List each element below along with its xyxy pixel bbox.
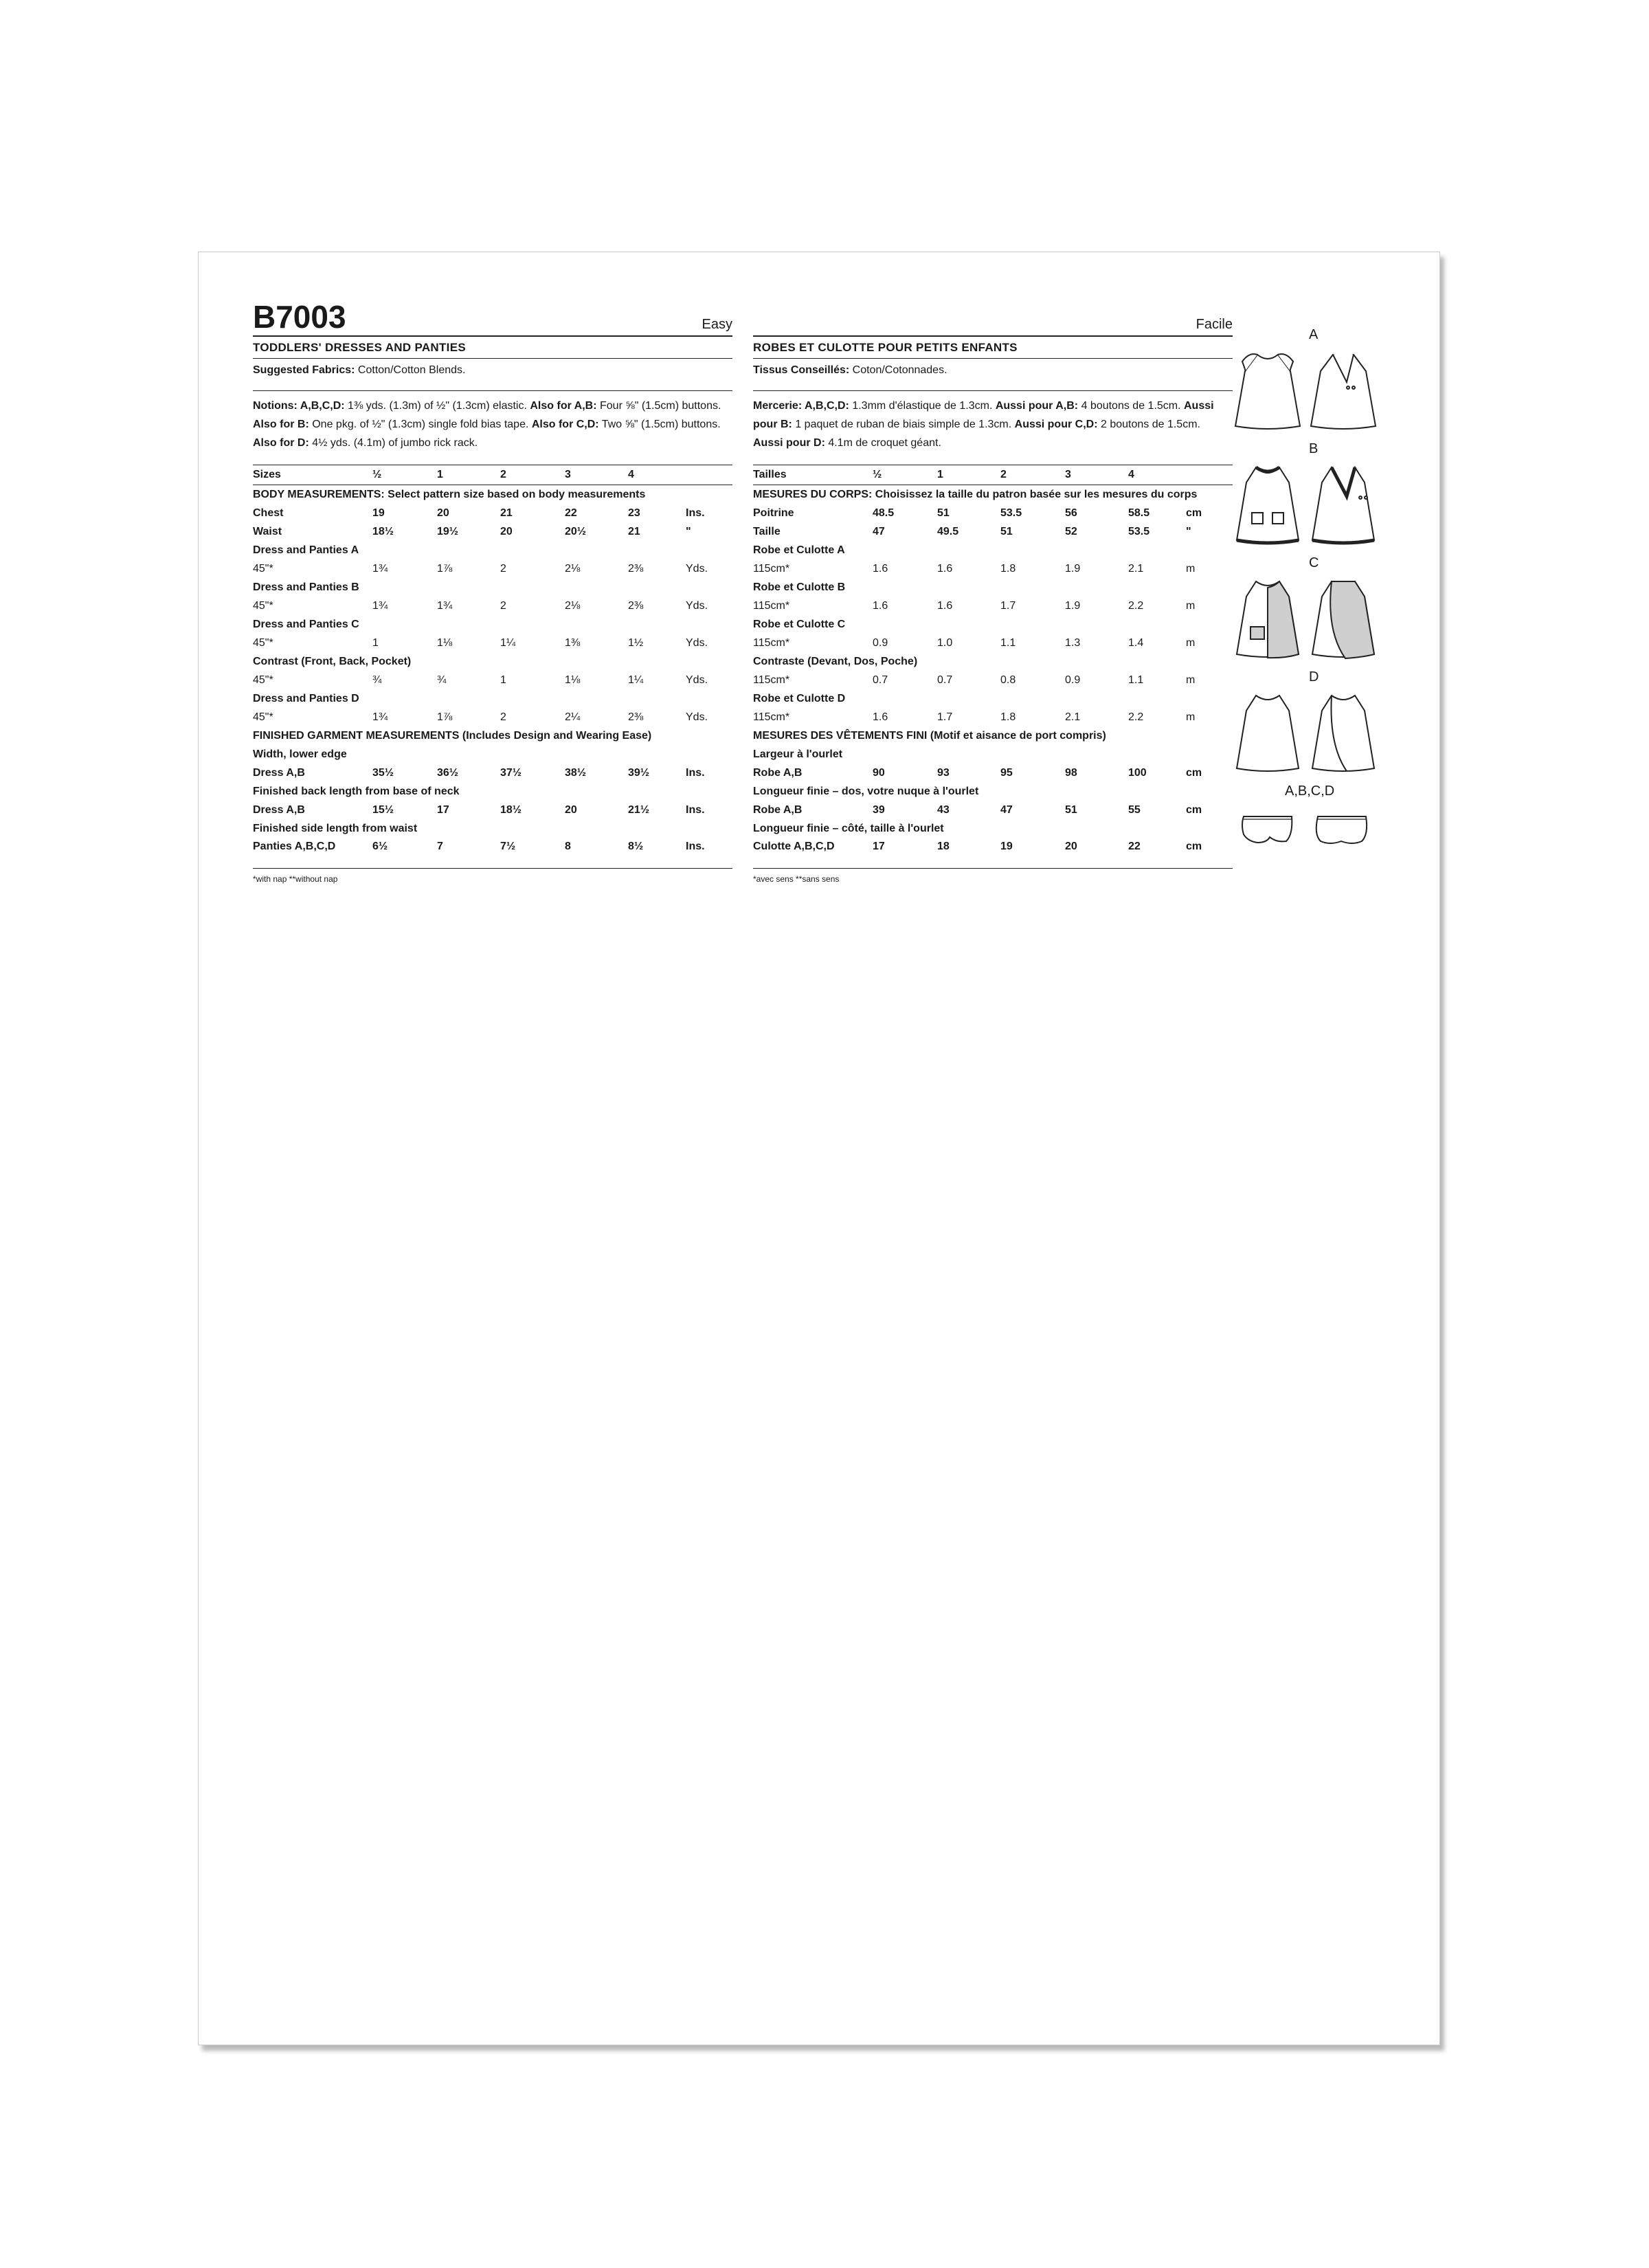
table-row [753,726,1233,745]
table-cell: 95 [1000,766,1013,779]
table-cell: 1¼ [628,674,644,686]
table-cell: Yds. [686,599,708,612]
view-label-d: D [1309,669,1319,685]
table-cell: 45"* [253,562,273,575]
table-cell: 23 [628,507,640,519]
table-cell: 2 [500,465,565,485]
notion-text: One pkg. of ½" (1.3cm) single fold bias tape. [309,419,532,430]
table-cell: 2 [500,562,506,575]
measurement-table-fr [753,465,1233,869]
table-cell: 51 [1065,803,1077,816]
table-cell: 115cm* [753,599,790,612]
table-cell: 1¾ [372,599,388,612]
table-cell: 115cm* [753,562,790,575]
table-cell: 2.1 [1128,562,1144,575]
table-cell: 21½ [628,803,650,816]
difficulty-level-en: Easy [702,317,732,332]
table-cell: 18½ [372,525,394,537]
view-label-b: B [1309,441,1319,456]
view-b [1237,441,1395,555]
table-cell: Dress A,B [253,766,305,779]
table-cell: Ins. [686,507,705,519]
table-cell: Dress and Panties C [253,618,359,630]
table-cell: Width, lower edge [253,748,347,760]
table-cell: 56 [1065,507,1077,519]
table-cell: 45"* [253,636,273,649]
table-cell: 100 [1128,766,1147,779]
table-cell: 7 [437,838,500,869]
table-cell: Dress A,B [253,803,305,816]
table-cell: Robe et Culotte B [753,581,846,593]
table-cell: Yds. [686,674,708,686]
table-row [253,838,732,869]
table-cell: 53.5 [1000,507,1022,519]
notion-text: 4.1m de croquet géant. [824,437,941,449]
table-row [253,708,732,726]
table-cell: 39 [873,803,885,816]
table-cell: ½ [372,465,437,485]
table-cell: 7½ [500,838,565,869]
table-cell: Panties A,B,C,D [253,838,372,869]
table-cell: " [1186,525,1191,537]
table-cell: 0.7 [873,674,888,686]
table-cell: 39½ [628,766,650,779]
panties-illustration [1237,807,1388,862]
notion-label: Also for B: [253,419,309,430]
table-cell: 8 [565,838,628,869]
table-cell: 47 [873,525,885,537]
table-cell: 1.6 [937,599,953,612]
table-cell: 1.6 [873,599,888,612]
table-cell: 48.5 [873,507,895,519]
fabrics-en [253,359,732,391]
notions-en [253,391,732,465]
table-cell: 1⅛ [565,674,581,686]
table-cell: Robe et Culotte D [753,692,846,704]
table-row [253,522,732,541]
notion-text: 1⅜ yds. (1.3m) of ½" (1.3cm) elastic. [344,400,530,412]
view-illustrations [1237,327,1395,870]
notion-text: 4 boutons de 1.5cm. [1078,400,1184,412]
table-row [753,578,1233,597]
table-cell: 1⅞ [437,711,453,723]
table-row [753,559,1233,578]
table-cell: 43 [937,803,950,816]
table-cell: FINISHED GARMENT MEASUREMENTS (Includes Design and Wearing Ease) [253,729,652,742]
table-cell [1186,465,1233,485]
table-cell: ½ [873,465,937,485]
table-cell: Poitrine [753,507,794,519]
table-cell: 115cm* [753,711,790,723]
table-row [753,764,1233,782]
table-row [253,465,732,485]
table-cell: Finished side length from waist [253,822,418,834]
footnote-en: *with nap **without nap [253,874,338,884]
table-cell: 1.4 [1128,636,1144,649]
table-cell: Robe A,B [753,766,803,779]
measurement-table-en [253,465,732,869]
table-cell: 19½ [437,525,459,537]
table-cell: 1.6 [937,562,953,575]
table-row [253,634,732,652]
fabrics-fr [753,359,1233,391]
notion-text: Four ⅝" (1.5cm) buttons. [596,400,721,412]
table-cell: 2¼ [565,711,581,723]
notion-label: Also for C,D: [531,419,599,430]
table-cell: 2 [500,599,506,612]
table-cell: 1.1 [1000,636,1016,649]
table-row [253,597,732,615]
table-row [753,708,1233,726]
dress-c-illustration [1237,569,1388,665]
table-cell: 4 [628,465,686,485]
table-row [253,782,732,801]
notion-text: Two ⅝" (1.5cm) buttons. [598,419,721,430]
fabrics-label: Suggested Fabrics: [253,364,355,376]
table-cell: Longueur finie – dos, votre nuque à l'ourlet [753,785,979,797]
table-cell: 1¾ [437,599,453,612]
notion-label: Aussi pour D: [753,437,825,449]
fabrics-text: Coton/Cotonnades. [849,364,947,376]
table-cell: 22 [565,507,577,519]
table-cell: 2⅜ [628,711,644,723]
table-row [753,541,1233,559]
table-cell: 3 [1065,465,1128,485]
table-cell: 2.2 [1128,711,1144,723]
table-cell: 36½ [437,766,459,779]
table-cell: 1.0 [937,636,953,649]
table-cell: 18 [937,838,1000,869]
table-row [753,819,1233,838]
fabrics-label: Tissus Conseillés: [753,364,850,376]
table-cell: 3 [565,465,628,485]
notion-label: Aussi pour B: [753,400,1214,430]
table-cell: 18½ [500,803,522,816]
table-cell: 22 [1128,838,1186,869]
table-cell: 1.7 [937,711,953,723]
difficulty-level-fr: Facile [1196,317,1233,332]
table-cell: m [1186,599,1196,612]
table-row [753,801,1233,819]
table-cell: m [1186,562,1196,575]
table-cell: cm [1186,507,1202,519]
table-cell: 55 [1128,803,1141,816]
table-cell: Tailles [753,465,873,485]
table-cell: cm [1186,838,1233,869]
notion-label: Also for A,B: [530,400,597,412]
table-cell: 6½ [372,838,437,869]
table-row [753,782,1233,801]
table-cell: m [1186,711,1196,723]
table-cell: 1.1 [1128,674,1144,686]
table-cell: ¾ [437,674,447,686]
table-row [753,485,1233,504]
table-cell: Robe A,B [753,803,803,816]
table-cell: 1.6 [873,711,888,723]
notion-text: 1.3mm d'élastique de 1.3cm. [849,400,996,412]
table-cell: 21 [500,507,513,519]
table-cell: 35½ [372,766,394,779]
table-cell: 93 [937,766,950,779]
table-row [253,764,732,782]
view-panties [1237,783,1395,870]
table-cell: 1¼ [500,636,516,649]
table-cell: Ins. [686,803,705,816]
table-row [753,634,1233,652]
notion-label: Aussi pour A,B: [995,400,1079,412]
table-row [253,652,732,671]
table-cell: 0.9 [1065,674,1081,686]
notion-label: Aussi pour C,D: [1014,419,1098,430]
dress-a-illustration [1237,341,1388,437]
table-cell: 1.9 [1065,562,1081,575]
table-cell: 1.6 [873,562,888,575]
table-cell: 49.5 [937,525,959,537]
table-row [753,597,1233,615]
english-column [253,299,732,884]
table-cell: 1.8 [1000,711,1016,723]
fabrics-text: Cotton/Cotton Blends. [355,364,466,376]
table-cell: 45"* [253,599,273,612]
table-cell: 1.7 [1000,599,1016,612]
table-cell: m [1186,636,1196,649]
table-cell: Ins. [686,766,705,779]
table-cell: 2⅛ [565,599,581,612]
table-row [753,671,1233,689]
table-cell: 4 [1128,465,1186,485]
table-row [253,559,732,578]
notion-text: 4½ yds. (4.1m) of jumbo rick rack. [309,437,478,449]
table-cell: 90 [873,766,885,779]
notion-label: Mercerie: A,B,C,D: [753,400,849,412]
table-cell: 1½ [628,636,644,649]
table-cell: BODY MEASUREMENTS: Select pattern size based on body measurements [253,488,646,500]
table-cell: Yds. [686,562,708,575]
table-cell: Culotte A,B,C,D [753,838,873,869]
table-cell: Robe et Culotte C [753,618,846,630]
table-cell: 19 [372,507,385,519]
table-cell: 1 [500,674,506,686]
table-cell: cm [1186,803,1202,816]
view-c [1237,555,1395,669]
table-cell: 2.1 [1065,711,1081,723]
table-cell: 115cm* [753,674,790,686]
pattern-code: B7003 [253,299,346,335]
view-label-c: C [1309,555,1319,570]
table-cell: 17 [437,803,449,816]
table-cell: 0.7 [937,674,953,686]
table-cell: 20 [500,525,513,537]
table-cell: m [1186,674,1196,686]
table-row [253,801,732,819]
table-cell: 1⅞ [437,562,453,575]
table-cell: Contraste (Devant, Dos, Poche) [753,655,918,667]
table-cell: 1¾ [372,711,388,723]
table-cell: 1.3 [1065,636,1081,649]
table-cell: Yds. [686,711,708,723]
table-cell: 1⅛ [437,636,453,649]
table-cell: 45"* [253,711,273,723]
table-cell: 2.2 [1128,599,1144,612]
table-cell: " [686,525,691,537]
dress-d-illustration [1237,683,1388,779]
table-cell: Largeur à l'ourlet [753,748,843,760]
notion-label: Notions: A,B,C,D: [253,400,345,412]
table-row [253,504,732,522]
table-cell: 1 [372,636,379,649]
table-row [753,745,1233,764]
table-row [253,671,732,689]
table-row [253,726,732,745]
table-cell: 20 [1065,838,1128,869]
table-cell: Dress and Panties D [253,692,359,704]
table-cell: Dress and Panties B [253,581,359,593]
table-cell: cm [1186,766,1202,779]
table-row [753,465,1233,485]
table-cell: 98 [1065,766,1077,779]
table-cell: 1 [937,465,1000,485]
table-cell: 1⅜ [565,636,581,649]
table-cell: 20½ [565,525,587,537]
table-cell: 1.8 [1000,562,1016,575]
table-cell: Taille [753,525,781,537]
table-row [253,485,732,504]
table-cell: Finished back length from base of neck [253,785,460,797]
table-row [253,689,732,708]
table-cell: 2 [500,711,506,723]
table-cell: 20 [565,803,577,816]
table-cell: 53.5 [1128,525,1150,537]
pattern-title-fr: ROBES ET CULOTTE POUR PETITS ENFANTS [753,337,1233,359]
notion-text: 1 paquet de ruban de biais simple de 1.3cm. [792,419,1015,430]
notion-text: 2 boutons de 1.5cm. [1097,419,1200,430]
view-label-panties: A,B,C,D [1285,783,1335,799]
table-cell: 17 [873,838,937,869]
table-row [753,689,1233,708]
table-row [753,652,1233,671]
table-cell: Robe et Culotte A [753,544,845,556]
view-label-a: A [1309,327,1319,342]
table-row [253,819,732,838]
table-row [253,541,732,559]
table-cell: 1¾ [372,562,388,575]
notion-label: Also for D: [253,437,309,449]
table-cell: ¾ [372,674,382,686]
french-column [753,302,1233,884]
table-cell: 20 [437,507,449,519]
table-cell: 52 [1065,525,1077,537]
table-cell: Longueur finie – côté, taille à l'ourlet [753,822,944,834]
table-cell: 0.8 [1000,674,1016,686]
table-cell: 47 [1000,803,1013,816]
table-cell: 1 [437,465,500,485]
table-row [753,522,1233,541]
table-cell: 2 [1000,465,1065,485]
table-cell: Chest [253,507,284,519]
table-row [253,615,732,634]
table-cell: Waist [253,525,282,537]
table-row [253,578,732,597]
table-row [753,615,1233,634]
table-cell: 51 [1000,525,1013,537]
table-cell: 38½ [565,766,587,779]
view-a [1237,327,1395,441]
footnote-fr: *avec sens **sans sens [753,874,840,884]
table-cell: 19 [1000,838,1065,869]
header-en [253,299,732,337]
table-row [753,504,1233,522]
table-cell: 0.9 [873,636,888,649]
table-cell: 2⅜ [628,599,644,612]
table-cell: 8½ [628,838,686,869]
table-row [253,745,732,764]
table-cell: 115cm* [753,636,790,649]
dress-b-illustration [1237,455,1388,551]
header-fr [753,302,1233,337]
table-cell: Yds. [686,636,708,649]
table-cell: 1.9 [1065,599,1081,612]
table-cell: 2⅛ [565,562,581,575]
table-cell: Sizes [253,465,372,485]
table-cell: MESURES DES VÊTEMENTS FINI (Motif et aisance de port compris) [753,729,1106,742]
view-d [1237,669,1395,783]
table-cell: 37½ [500,766,522,779]
table-cell: 51 [937,507,950,519]
table-cell: Ins. [686,838,732,869]
pattern-title-en: TODDLERS' DRESSES AND PANTIES [253,337,732,359]
notions-fr [753,391,1233,465]
table-row [753,838,1233,869]
table-cell [686,465,732,485]
table-cell: 15½ [372,803,394,816]
table-cell: 58.5 [1128,507,1150,519]
table-cell: MESURES DU CORPS: Choisissez la taille du patron basée sur les mesures du corps [753,488,1198,500]
table-cell: 21 [628,525,640,537]
table-cell: Contrast (Front, Back, Pocket) [253,655,412,667]
table-cell: Dress and Panties A [253,544,359,556]
table-cell: 2⅜ [628,562,644,575]
table-cell: 45"* [253,674,273,686]
